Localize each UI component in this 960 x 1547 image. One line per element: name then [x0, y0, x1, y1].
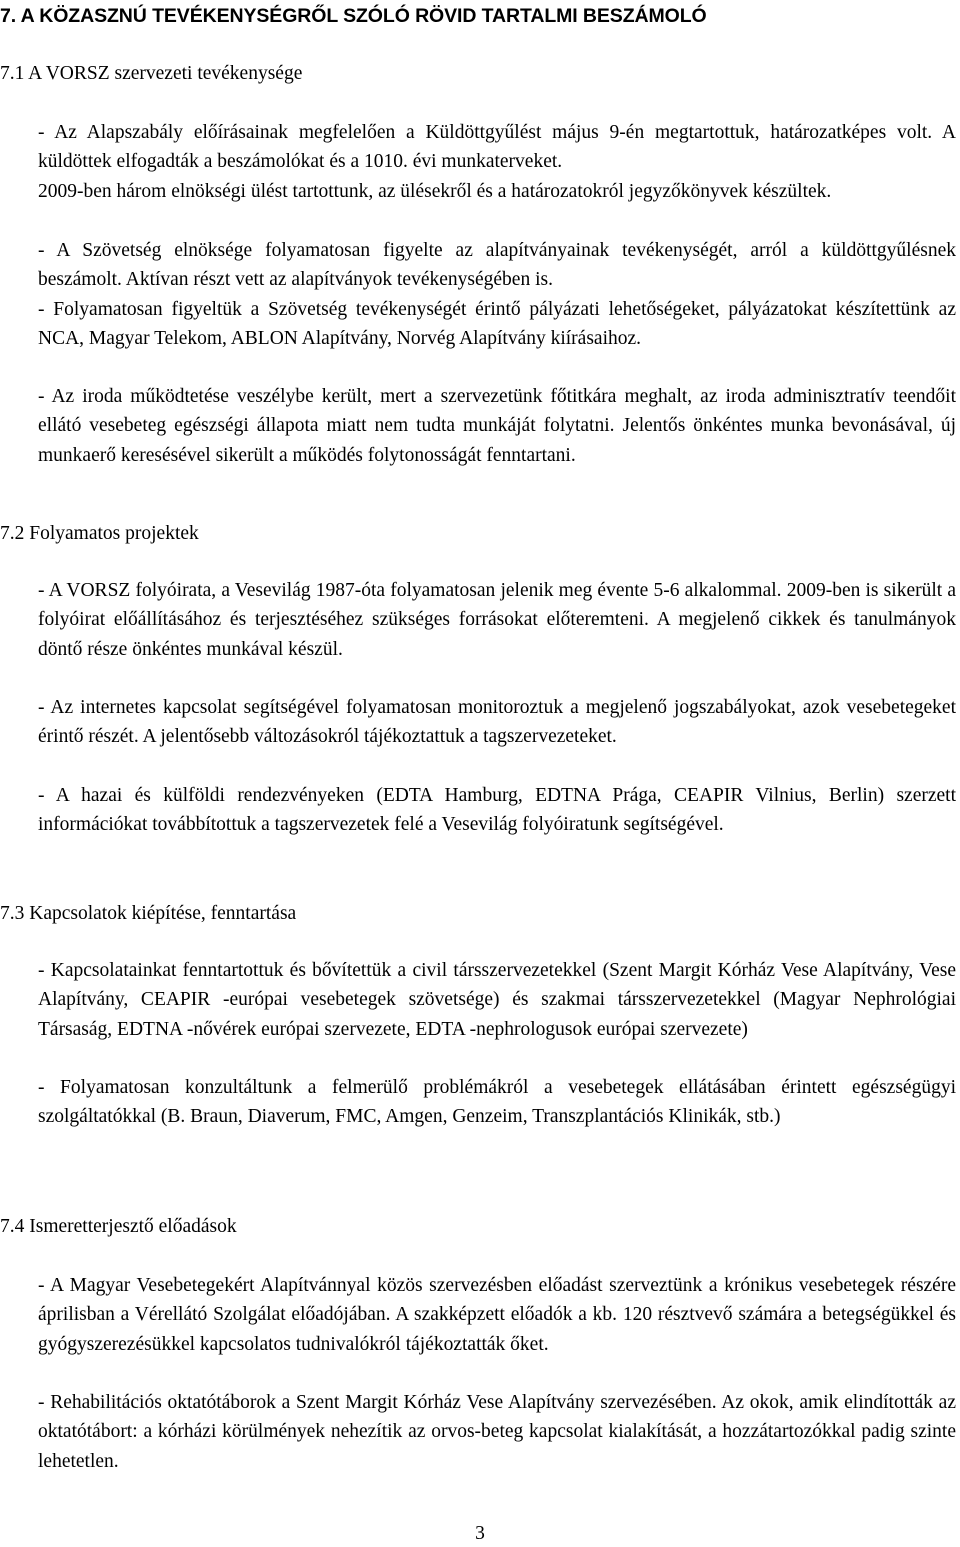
paragraph: - Az internetes kapcsolat segítségével folyamatosan monitoroztuk a megjelenő jogszabályokat, azok vesebetegeket érintő részét. A jelentősebb változásokról tájékoztattuk a tagszervezeteket.	[38, 697, 956, 748]
section-title-7-4: 7.4 Ismeretterjesztő előadások	[0, 1216, 237, 1237]
page-number: 3	[475, 1523, 485, 1544]
paragraph: - Folyamatosan konzultáltunk a felmerülő problémákról a vesebetegek ellátásában érintett egészségügyi szolgáltatókkal (B. Braun, Diaverum, FMC, Amgen, Genzeim, Transzplantációs Klinikák, stb.)	[38, 1077, 956, 1128]
section-title-7-1: 7.1 A VORSZ szervezeti tevékenysége	[0, 63, 303, 84]
paragraph: - A hazai és külföldi rendezvényeken (EDTA Hamburg, EDTNA Prága, CEAPIR Vilnius, Berlin) szerzett információkat továbbítottuk a tagszervezetek felé a Vesevilág folyóiratunk segítségével.	[38, 785, 956, 836]
paragraph: 2009-ben három elnökségi ülést tartottunk, az ülésekről és a határozatokról jegyzőkönyvek készültek.	[38, 181, 832, 202]
section-title-7-3: 7.3 Kapcsolatok kiépítése, fenntartása	[0, 903, 297, 924]
paragraph: - Az Alapszabály előírásainak megfelelően a Küldöttgyűlést május 9-én megtartottuk, határozatképes volt. A küldöttek elfogadták a beszámolókat és a 1010. évi munkaterveket.	[38, 122, 956, 173]
paragraph: - Kapcsolatainkat fenntartottuk és bővítettük a civil társszervezetekkel (Szent Margit Kórház Vese Alapítvány, Vese Alapítvány, CEAPIR -európai vesebetegek szövetsége) és szakmai társszervezetekkel (Magyar Nephrológiai Társaság, EDTNA -nővérek európai szervezete, EDTA -nephrologusok európai szervezete)	[38, 960, 956, 1040]
paragraph: - A Szövetség elnöksége folyamatosan figyelte az alapítványainak tevékenységét, arról a küldöttgyűlésnek beszámolt. Aktívan részt vett az alapítványok tevékenységében is.	[38, 240, 956, 291]
paragraph: - Az iroda működtetése veszélybe került, mert a szervezetünk főtitkára meghalt, az iroda adminisztratív teendőit ellátó vesebeteg egészségi állapota miatt nem tudta munkáját folytatni. Jelentős önkéntes munka bevonásával, új munkaerő keresésével sikerült a működés folytonosságát fenntartani.	[38, 386, 956, 466]
paragraph: - A VORSZ folyóirata, a Vesevilág 1987-óta folyamatosan jelenik meg évente 5-6 alkalommal. 2009-ben is sikerült a folyóirat előállításához és terjesztéséhez szükséges forrásokat előteremteni. A megjelenő cikkek és tanulmányok döntő része önkéntes munkával készül.	[38, 580, 956, 660]
section-title-7-2: 7.2 Folyamatos projektek	[0, 523, 199, 544]
document-heading: 7. A KÖZASZNÚ TEVÉKENYSÉGRŐL SZÓLÓ RÖVID TARTALMI BESZÁMOLÓ	[0, 5, 707, 27]
paragraph: - Rehabilitációs oktatótáborok a Szent Margit Kórház Vese Alapítvány szervezésében. Az okok, amik elindították az oktatótábort: a kórházi körülmények nehezítik az orvos-beteg kapcsolat kialakítását, a hozzátartozókkal padig szinte lehetetlen.	[38, 1392, 956, 1472]
paragraph: - A Magyar Vesebetegekért Alapítvánnyal közös szervezésben előadást szerveztünk a krónikus vesebetegek részére áprilisban a Vérellátó Szolgálat előadójában. A szakképzett előadók a kb. 120 résztvevő számára a betegségükkel és gyógyszerezésükkel kapcsolatos tudnivalókról tájékoztatták őket.	[38, 1275, 956, 1355]
paragraph: - Folyamatosan figyeltük a Szövetség tevékenységét érintő pályázati lehetőségeket, pályázatokat készítettünk az NCA, Magyar Telekom, ABLON Alapítvány, Norvég Alapítvány kiírásaihoz.	[38, 299, 956, 350]
